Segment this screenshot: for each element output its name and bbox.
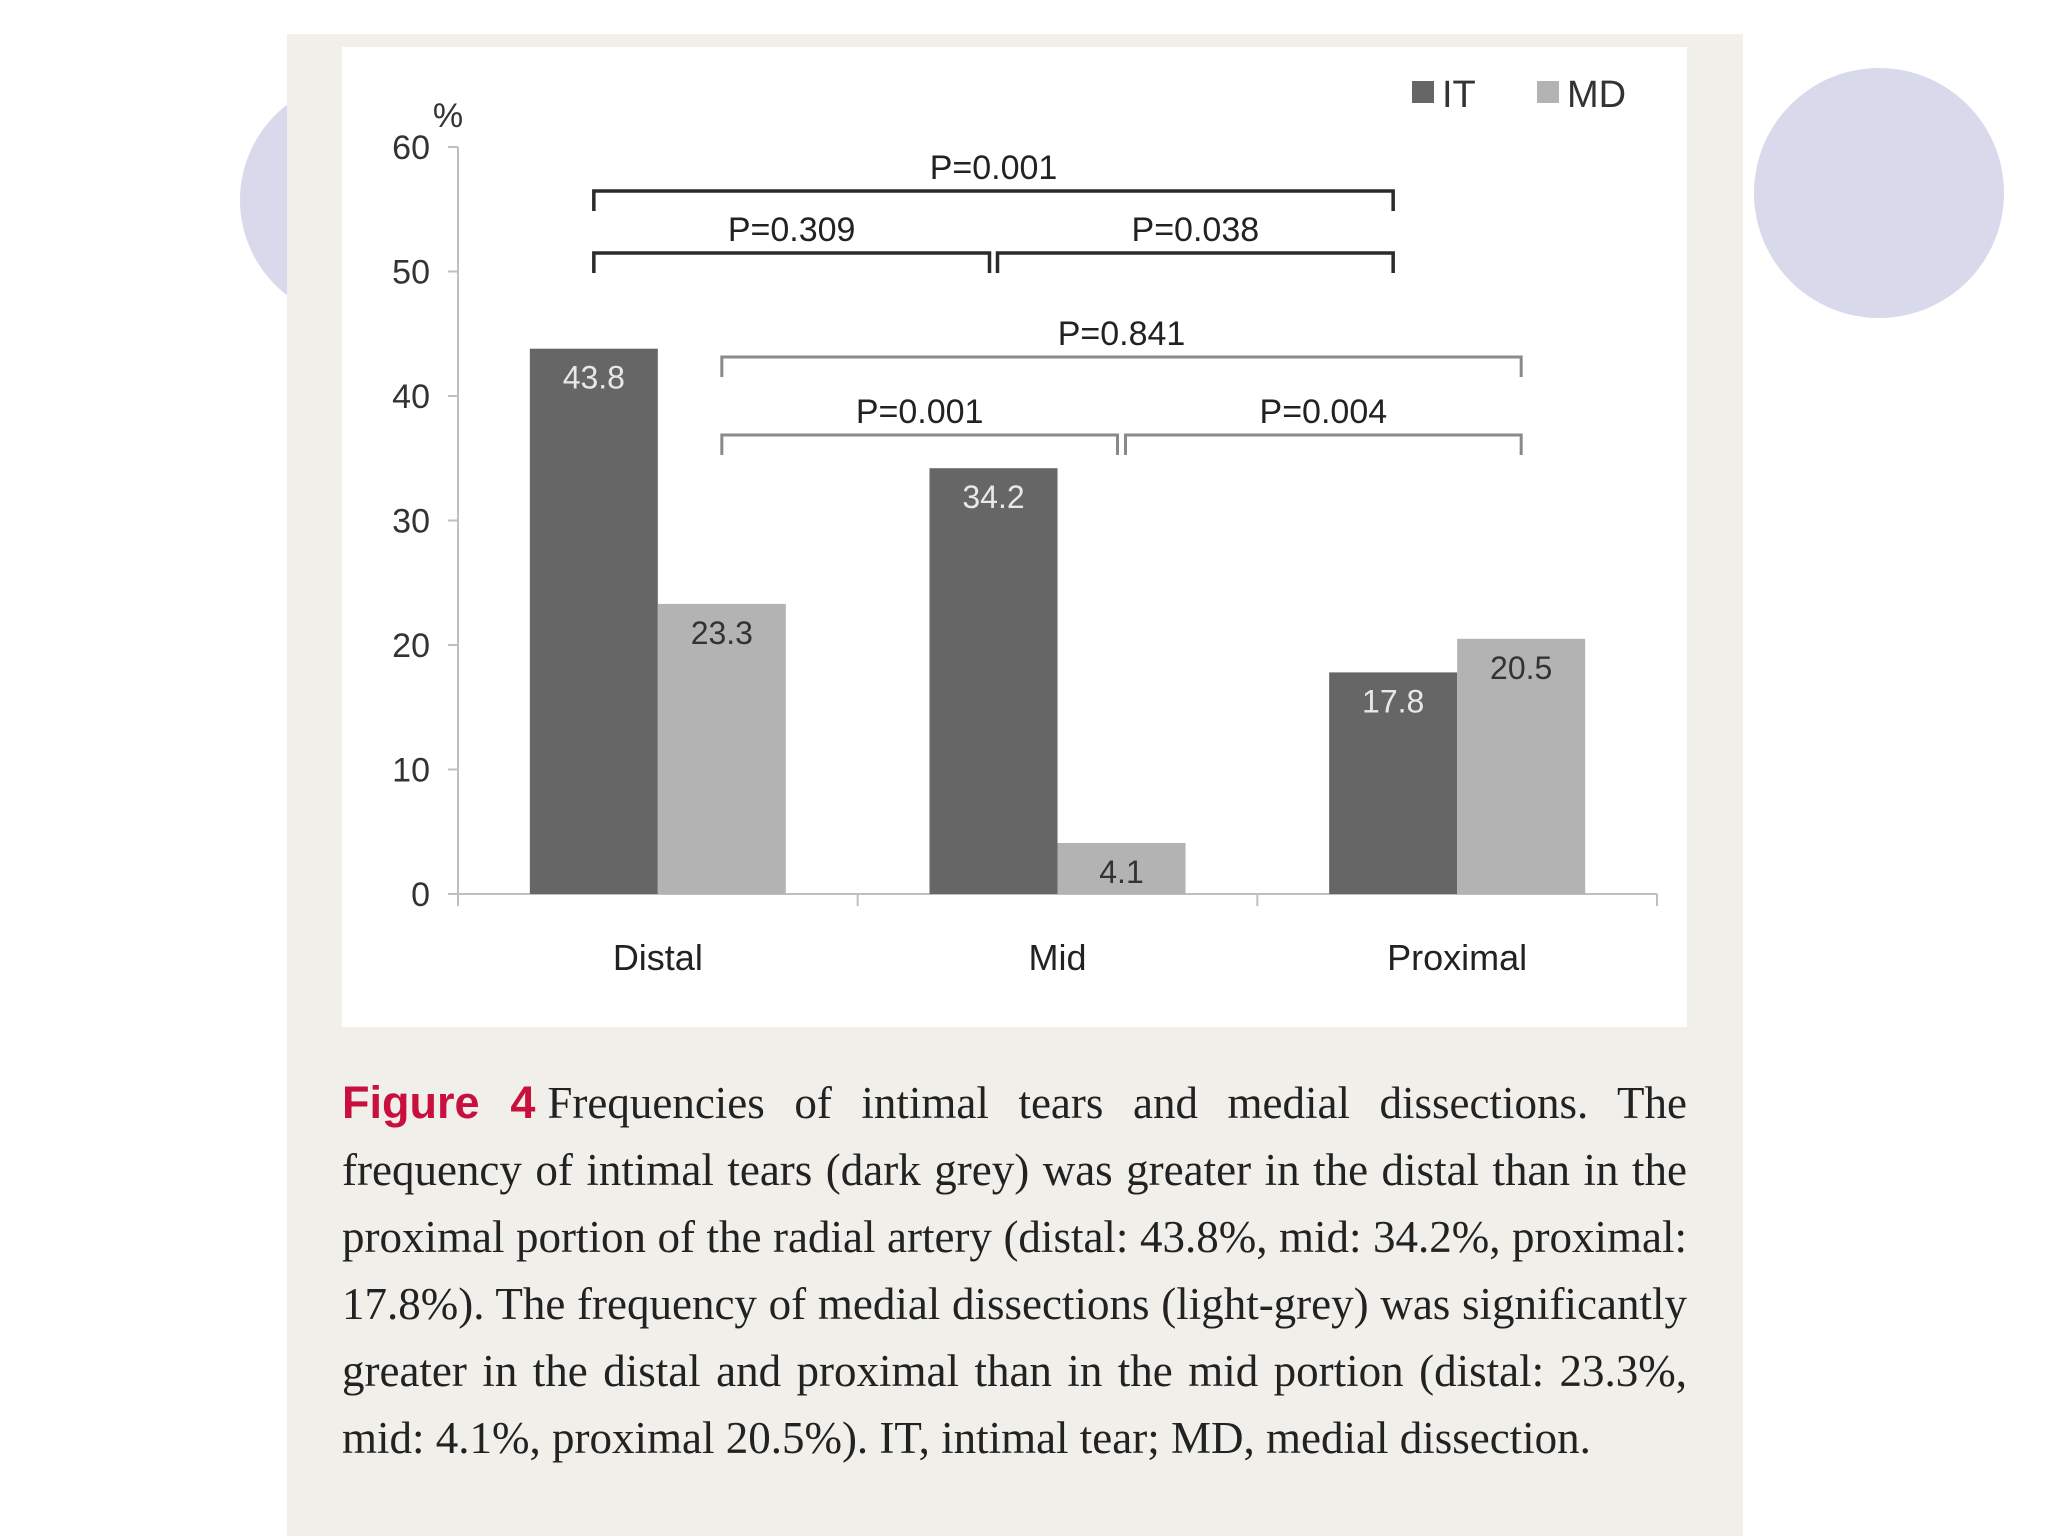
bar-value-label: 43.8 <box>562 359 625 396</box>
figure-caption <box>342 1069 1687 1472</box>
bar-value-label: 23.3 <box>690 614 753 651</box>
x-category-label: Proximal <box>1387 937 1528 978</box>
y-unit-label: % <box>432 97 464 135</box>
legend-label-md: MD <box>1567 74 1627 116</box>
y-tick-label: 10 <box>392 751 430 790</box>
bar-value-label: 17.8 <box>1362 683 1425 720</box>
p-value-label: P=0.841 <box>1057 315 1186 353</box>
bar-it <box>930 468 1058 894</box>
p-value-label: P=0.038 <box>1131 211 1260 249</box>
significance-bracket <box>722 357 1521 377</box>
bar-value-label: 20.5 <box>1490 649 1553 686</box>
decorative-circle-right <box>1754 68 2004 318</box>
p-value-label: P=0.001 <box>929 149 1058 187</box>
bar-chart <box>342 47 1687 1027</box>
y-tick-label: 50 <box>392 253 430 292</box>
chart-frame <box>342 47 1687 1027</box>
bar-value-label: 4.1 <box>1099 853 1144 890</box>
bar-it <box>530 349 658 894</box>
y-tick-label: 40 <box>392 378 430 416</box>
y-tick-label: 30 <box>392 502 430 541</box>
x-category-label: Distal <box>612 937 703 978</box>
p-value-label: P=0.004 <box>1259 393 1388 431</box>
significance-bracket <box>594 253 990 273</box>
bar-value-label: 34.2 <box>962 479 1025 516</box>
y-tick-label: 20 <box>392 627 430 665</box>
figure-panel <box>287 34 1743 1536</box>
significance-bracket <box>594 191 1393 211</box>
figure-label: Figure 4 <box>342 1077 536 1128</box>
caption-text: Frequencies of intimal tears and medial dissections. The frequency of intimal tears (dark grey) was greater in the distal than in the proximal portion of the radial artery (distal: 43.8%, mid: 34.2%, proximal: 17.8%). The frequency of medial dissections (light-grey) was significantly greater in the distal and proximal than in the mid portion (distal: 23.3%, mid: 4.1%, proximal 20.5%). IT, intimal tear; MD, medial dissection. <box>342 1078 1687 1463</box>
legend-label-it: IT <box>1442 74 1476 116</box>
significance-bracket <box>722 435 1118 455</box>
x-category-label: Mid <box>1028 937 1087 978</box>
significance-bracket <box>998 253 1394 273</box>
significance-bracket <box>1126 435 1522 455</box>
legend-swatch-md <box>1537 81 1559 103</box>
p-value-label: P=0.001 <box>855 393 984 431</box>
p-value-label: P=0.309 <box>727 211 856 249</box>
legend-swatch-it <box>1412 81 1434 103</box>
y-tick-label: 0 <box>411 876 430 914</box>
y-tick-label: 60 <box>392 129 430 167</box>
